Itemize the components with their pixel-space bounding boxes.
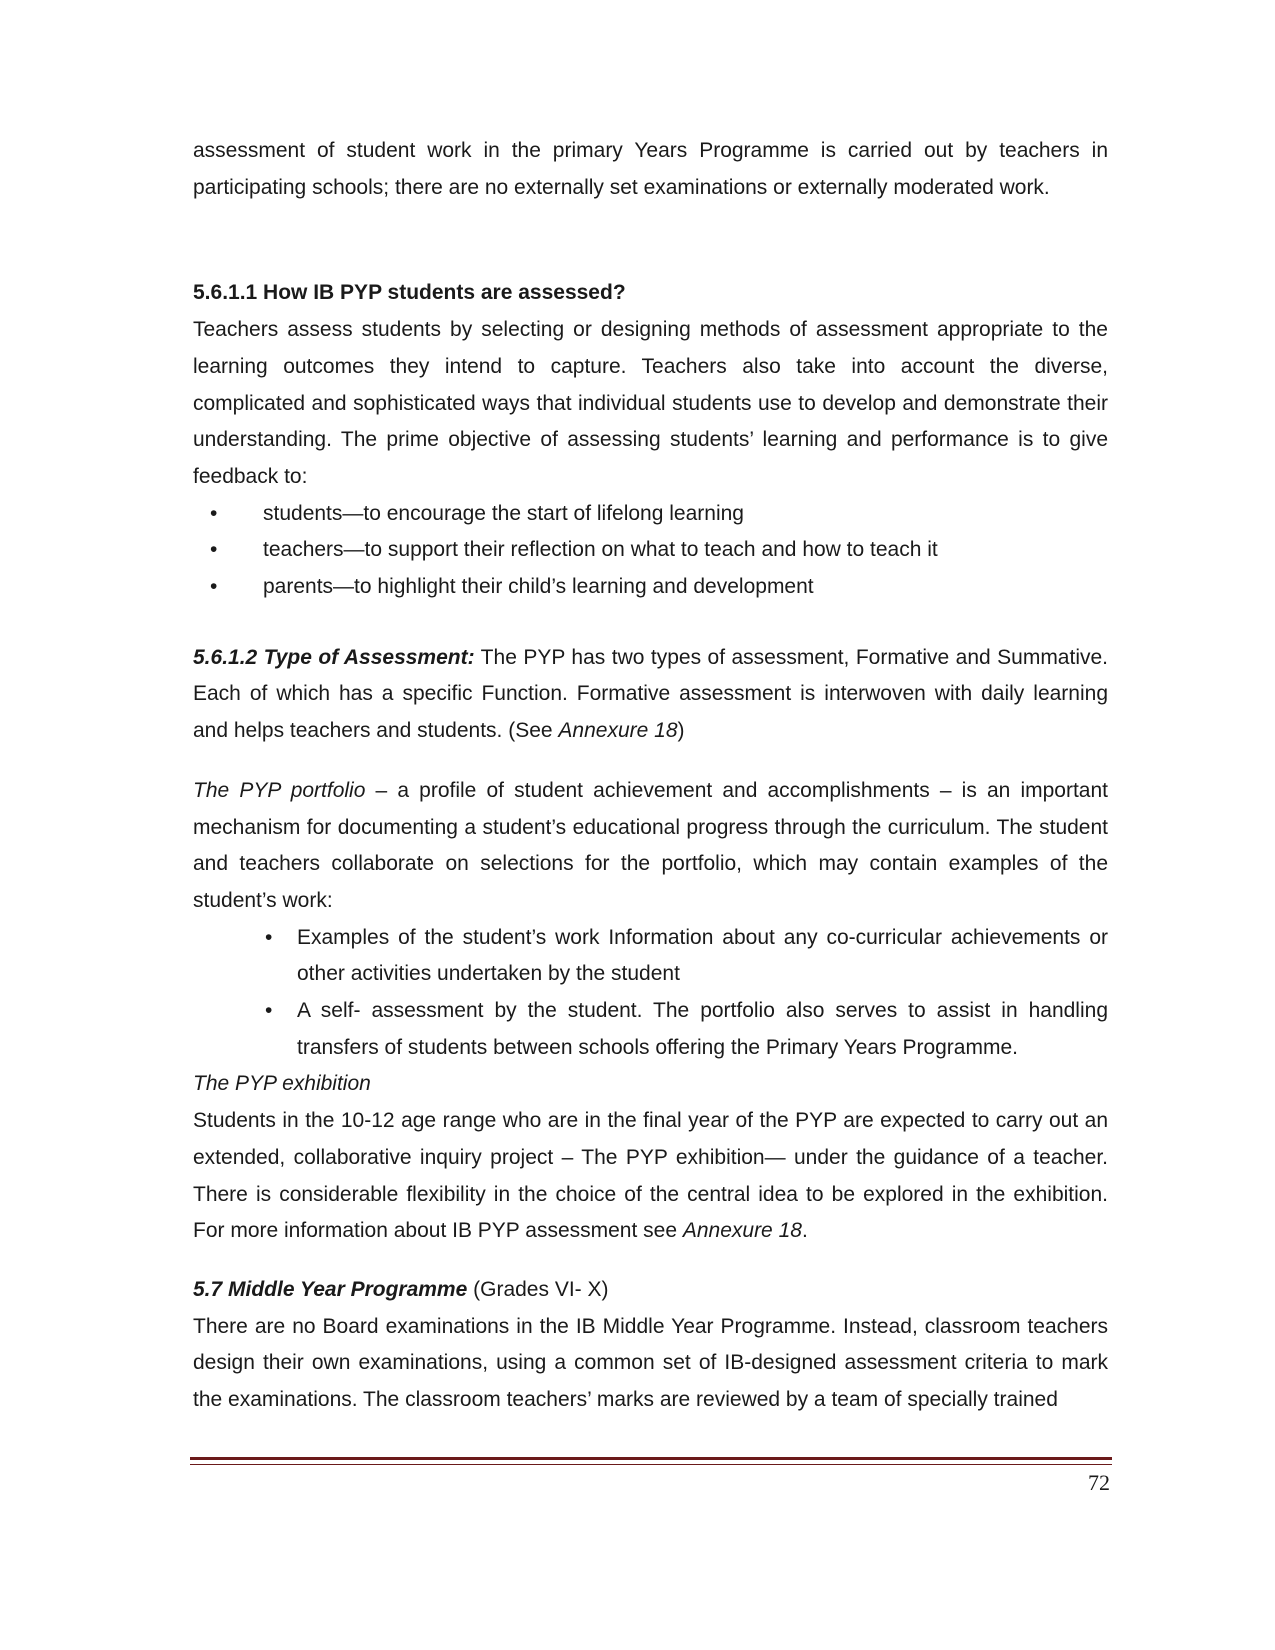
type-assessment-text: The PYP has two types of assessment, Formative and Summative. Each of which has a specific Function. Formative assessment is interwoven with daily learning and helps teachers and students. (See	[193, 645, 1109, 743]
footer-rule	[190, 1457, 1112, 1465]
page-content	[193, 133, 1108, 1419]
portfolio-title: The PYP portfolio	[193, 778, 366, 802]
portfolio-list	[193, 920, 1108, 1067]
portfolio-paragraph	[193, 773, 1108, 920]
annexure-reference: Annexure 18	[558, 719, 678, 743]
exhibition-title: The PYP exhibition	[193, 1072, 371, 1096]
myp-paragraph: There are no Board examinations in the IB Middle Year Programme. Instead, classroom teachers design their own examinations, using a common set of IB-designed assessment criteria to mark the examinations. The classroom teachers’ marks are reviewed by a team of specially trained	[193, 1314, 1108, 1412]
section-heading-myp-line	[193, 1272, 1108, 1309]
type-assessment-close: )	[677, 719, 685, 743]
annexure-reference: Annexure 18	[682, 1219, 802, 1243]
portfolio-text: – a profile of student achievement and accomplishments – is an important mechanism for documenting a student’s educational progress through the curriculum. The student and teachers collaborate on selections for the portfolio, which may contain examples of the student’s work:	[193, 778, 1108, 912]
exhibition-end: .	[801, 1219, 808, 1243]
intro-paragraph: assessment of student work in the primary Years Programme is carried out by teachers in participating schools; there are no externally set examinations or externally moderated work.	[193, 139, 1108, 199]
how-assessed-paragraph: Teachers assess students by selecting or designing methods of assessment appropriate to the learning outcomes they intend to capture. Teachers also take into account the diverse, complicated and sophisticated ways that individual students use to develop and demonstrate their understanding. The prime objective of assessing students’ learning and performance is to give feedback to:	[193, 318, 1108, 488]
page-number: 72	[1088, 1470, 1110, 1495]
feedback-list	[193, 496, 1108, 606]
list-item: • Examples of the student’s work Information about any co-curricular achievements or other activities undertaken by the student	[193, 920, 1108, 993]
list-item: • A self- assessment by the student. The portfolio also serves to assist in handling transfers of students between schools offering the Primary Years Programme.	[193, 993, 1108, 1066]
section-heading-how-assessed: 5.6.1.1 How IB PYP students are assessed?	[193, 281, 626, 305]
myp-grades: (Grades VI- X)	[467, 1277, 609, 1301]
type-of-assessment-paragraph	[193, 640, 1108, 750]
list-item: • teachers—to support their reflection on what to teach and how to teach it	[193, 532, 1108, 569]
exhibition-paragraph	[193, 1103, 1108, 1250]
exhibition-text: Students in the 10-12 age range who are in the final year of the PYP are expected to carry out an extended, collaborative inquiry project – The PYP exhibition— under the guidance of a teacher. There is considerable flexibility in the choice of the central idea to be explored in the exhibition. For more information about IB PYP assessment see	[193, 1109, 1108, 1243]
list-item: • students—to encourage the start of lifelong learning	[193, 496, 1108, 533]
section-heading-myp: 5.7 Middle Year Programme	[193, 1277, 468, 1301]
list-item: • parents—to highlight their child’s learning and development	[193, 569, 1108, 606]
section-heading-type-assessment: 5.6.1.2 Type of Assessment:	[193, 645, 475, 669]
